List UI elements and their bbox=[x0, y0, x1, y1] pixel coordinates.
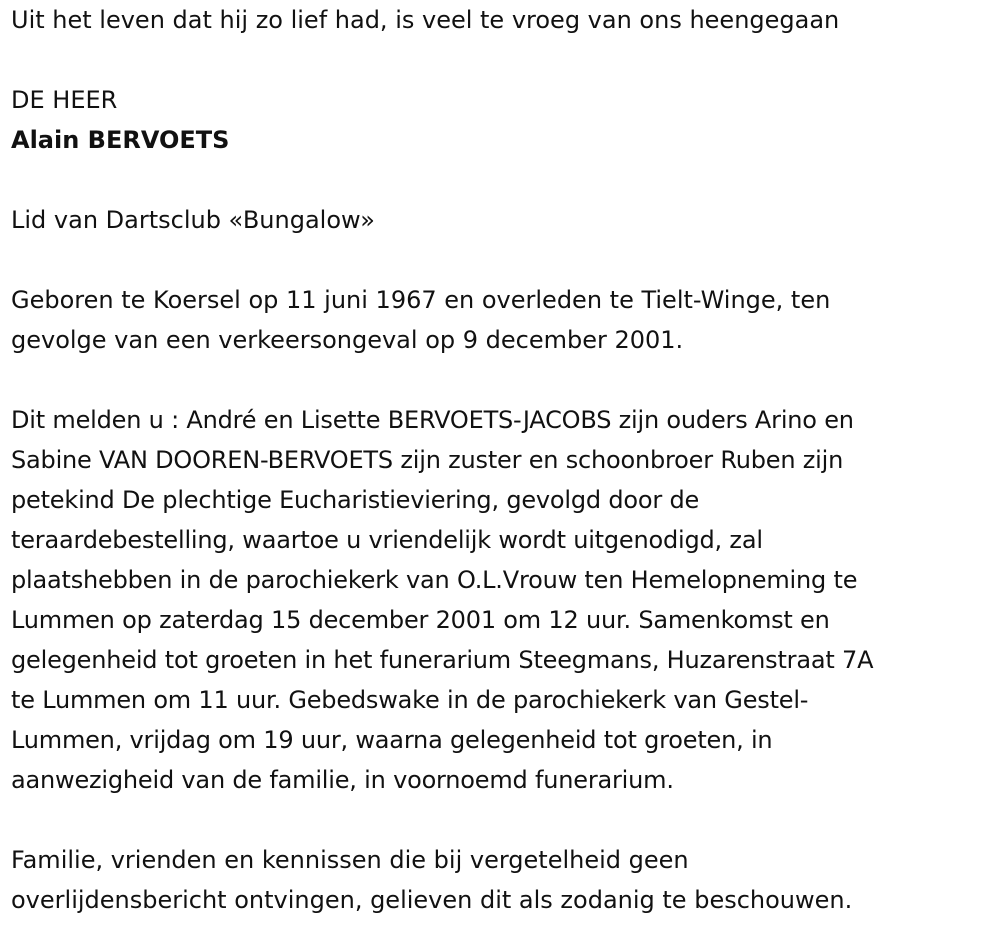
membership-line: Lid van Dartsclub «Bungalow» bbox=[11, 206, 375, 234]
spacer bbox=[0, 240, 1000, 280]
text-line: petekind De plechtige Eucharistieviering, gevolgd door de bbox=[11, 486, 700, 514]
closing-paragraph bbox=[0, 840, 1000, 920]
spacer bbox=[0, 40, 1000, 80]
text-line: overlijdensbericht ontvingen, gelieven dit als zodanig te beschouwen. bbox=[11, 886, 853, 914]
spacer bbox=[0, 800, 1000, 840]
spacer bbox=[0, 160, 1000, 200]
text-line: gelegenheid tot groeten in het funerarium Steegmans, Huzarenstraat 7A bbox=[11, 646, 874, 674]
text-line: plaatshebben in de parochiekerk van O.L.Vrouw ten Hemelopneming te bbox=[11, 566, 858, 594]
birth-paragraph bbox=[0, 280, 1000, 360]
text-line: teraardebestelling, waartoe u vriendelijk wordt uitgenodigd, zal bbox=[11, 526, 763, 554]
text-line: te Lummen om 11 uur. Gebedswake in de parochiekerk van Gestel- bbox=[11, 686, 809, 714]
honorific: DE HEER bbox=[11, 86, 118, 114]
text-line: aanwezigheid van de familie, in voornoemd funerarium. bbox=[11, 766, 674, 794]
text-line: Familie, vrienden en kennissen die bij vergetelheid geen bbox=[11, 846, 689, 874]
text-line: Geboren te Koersel op 11 juni 1967 en overleden te Tielt-Winge, ten bbox=[11, 286, 831, 314]
announcement-paragraph bbox=[0, 400, 1000, 800]
text-line: Dit melden u : André en Lisette BERVOETS-JACOBS zijn ouders Arino en bbox=[11, 406, 854, 434]
spacer bbox=[0, 360, 1000, 400]
text-line: Sabine VAN DOOREN-BERVOETS zijn zuster en schoonbroer Ruben zijn bbox=[11, 446, 844, 474]
intro-line: Uit het leven dat hij zo lief had, is veel te vroeg van ons heengegaan bbox=[11, 6, 840, 34]
text-line: Lummen op zaterdag 15 december 2001 om 12 uur. Samenkomst en bbox=[11, 606, 830, 634]
text-line: Lummen, vrijdag om 19 uur, waarna gelegenheid tot groeten, in bbox=[11, 726, 773, 754]
text-line: gevolge van een verkeersongeval op 9 december 2001. bbox=[11, 326, 684, 354]
deceased-name: Alain BERVOETS bbox=[11, 126, 230, 154]
